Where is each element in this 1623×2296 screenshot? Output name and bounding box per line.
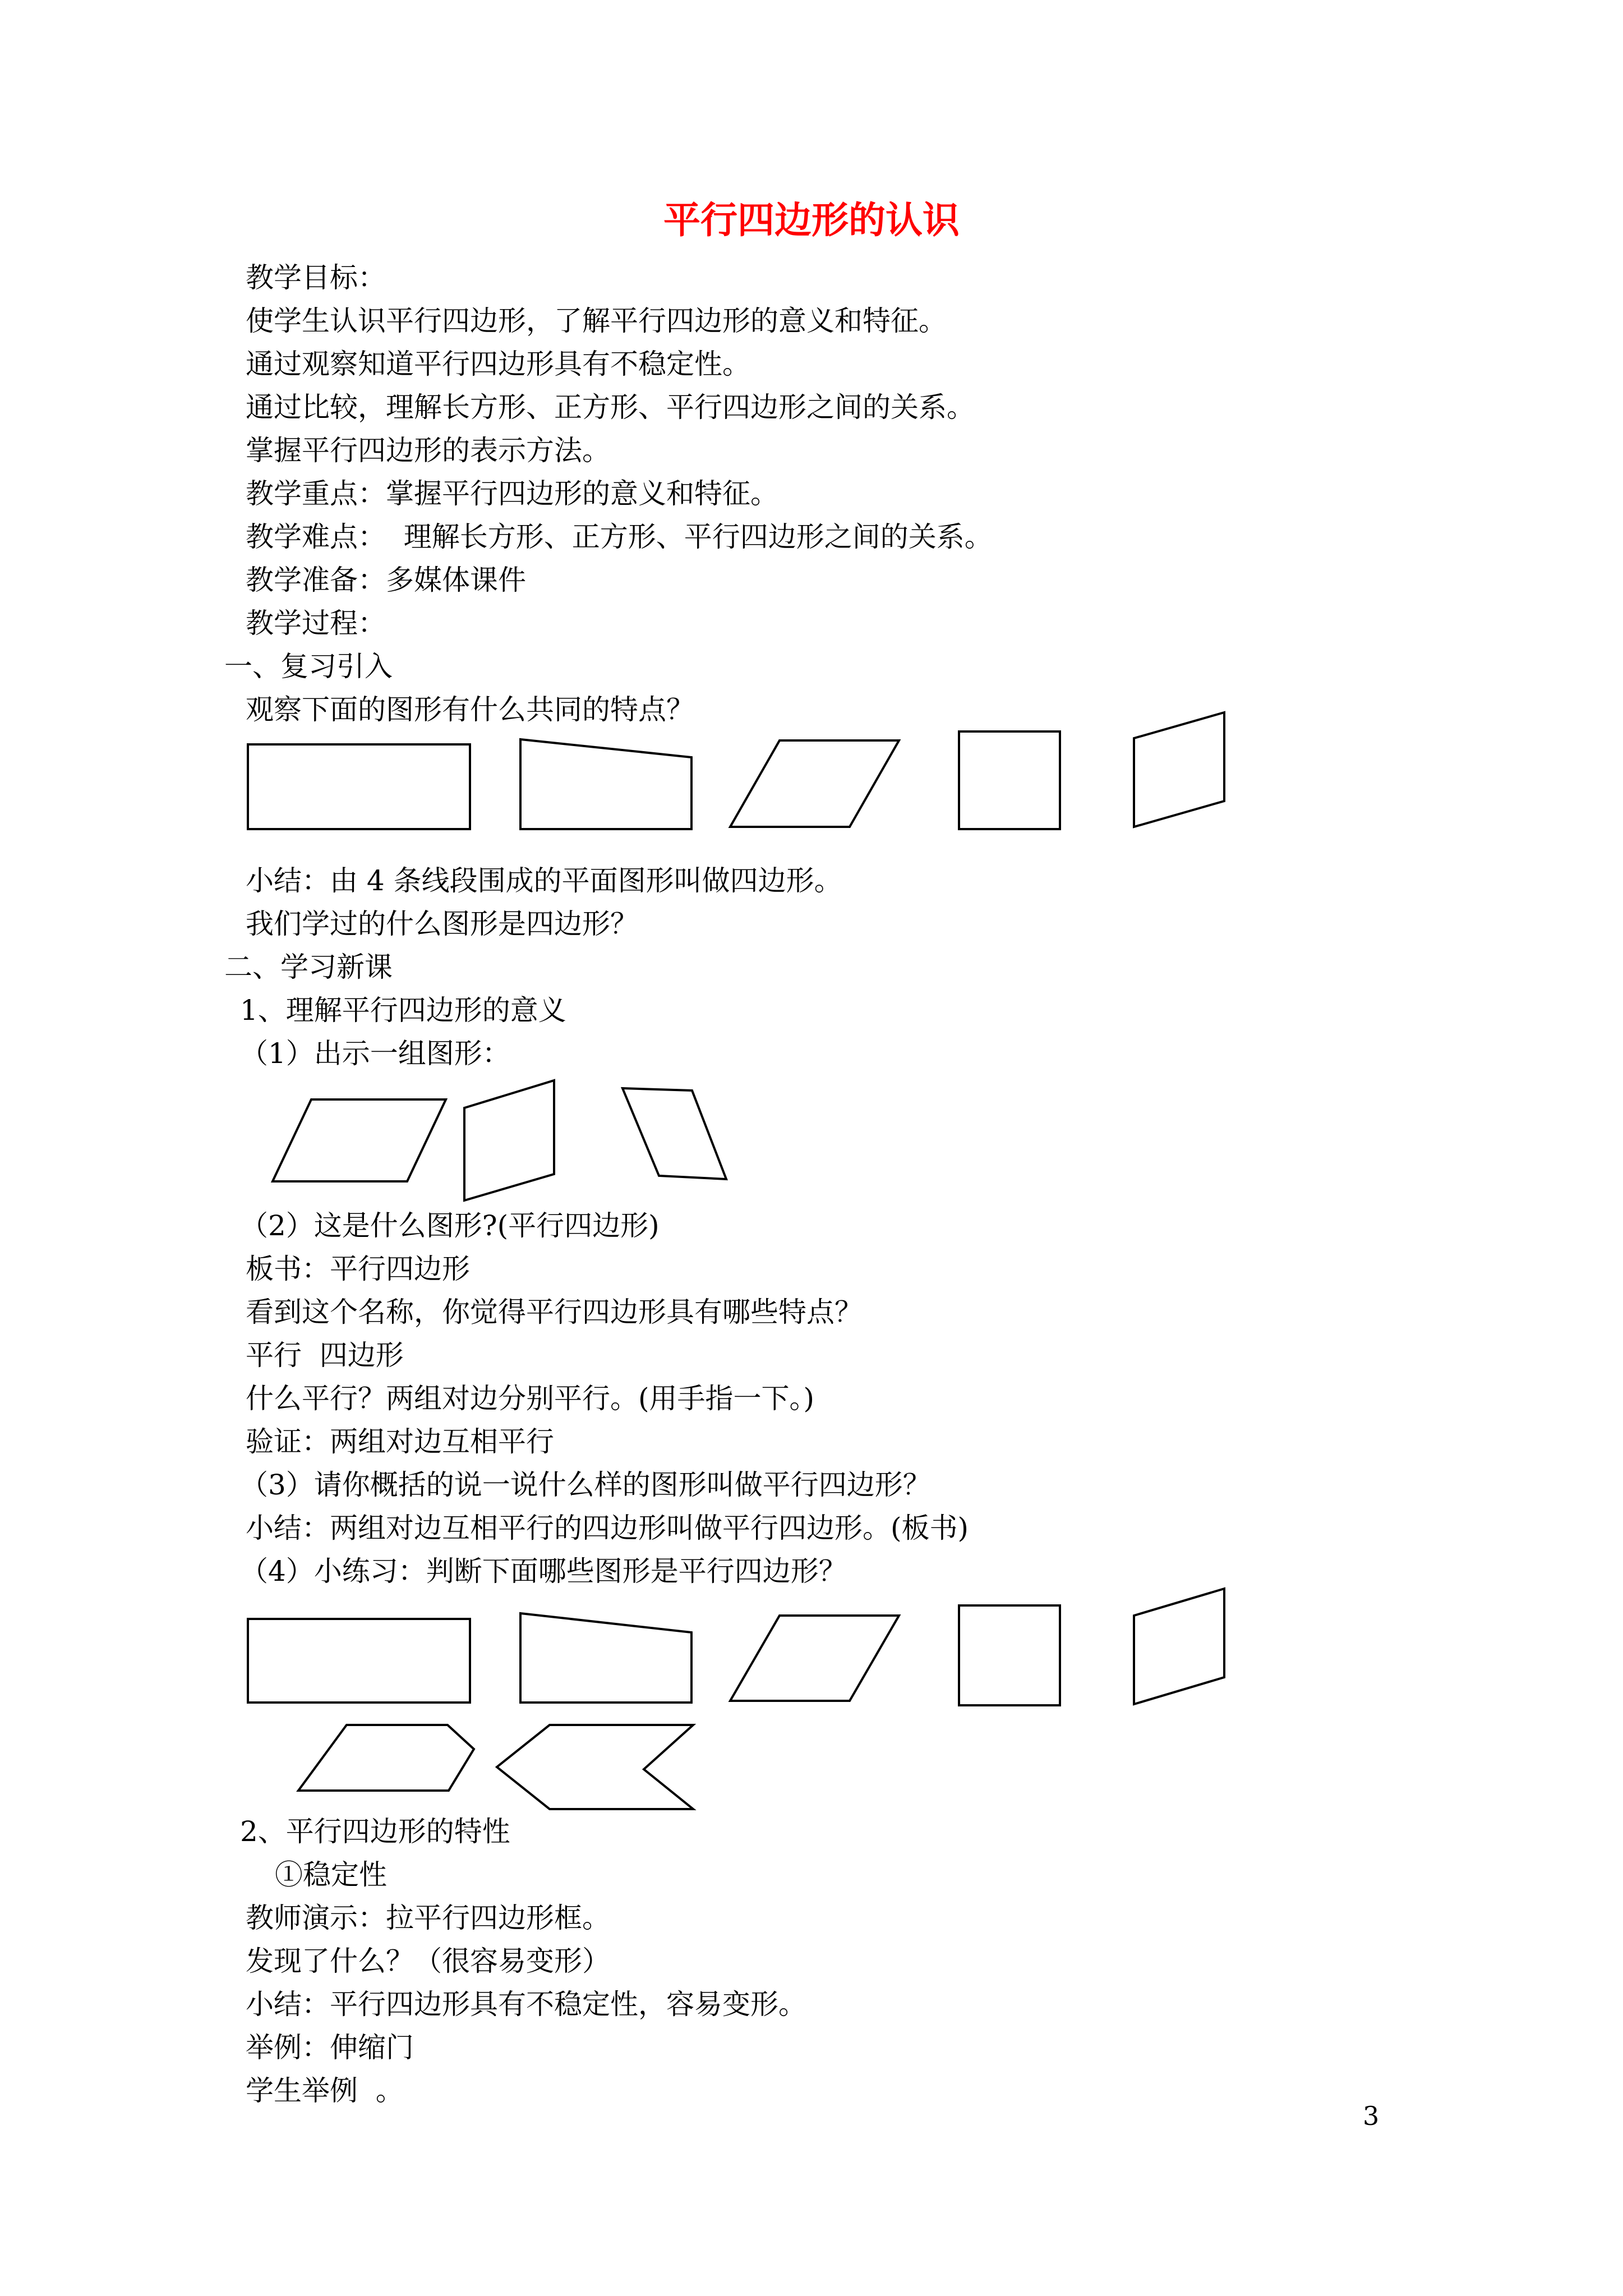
line-key-point: 教学重点：掌握平行四边形的意义和特征。: [246, 477, 778, 510]
figure-parallelogram-1: [273, 1099, 446, 1181]
figure-parallelogram: [730, 740, 899, 827]
line-stability: ①稳定性: [275, 1858, 387, 1891]
practice-parallelogram: [730, 1616, 899, 1701]
line-process-heading: 教学过程：: [246, 607, 386, 639]
line-question-2: 看到这个名称，你觉得平行四边形具有哪些特点？: [246, 1296, 863, 1328]
figure-parallelogram-3: [623, 1088, 726, 1179]
line-step-3: （3）请你概括的说一说什么样的图形叫做平行四边形？: [240, 1469, 931, 1501]
practice-hexagon: [298, 1725, 474, 1791]
section-heading-2: 二、学习新课: [224, 951, 393, 983]
figure-trapezoid: [520, 739, 691, 829]
line-observe: 观察下面的图形有什么共同的特点？: [246, 693, 694, 726]
line-objective-1: 使学生认识平行四边形，了解平行四边形的意义和特征。: [246, 305, 947, 337]
figure-rectangle: [248, 744, 470, 829]
practice-rectangle: [248, 1619, 470, 1703]
line-step-1: （1）出示一组图形：: [240, 1037, 510, 1070]
figure-square: [959, 731, 1060, 829]
practice-arrow-shape: [497, 1725, 693, 1809]
practice-square: [959, 1605, 1060, 1705]
line-summary-3: 小结：平行四边形具有不稳定性，容易变形。: [246, 1988, 806, 2021]
practice-trapezoid: [520, 1613, 691, 1703]
section-heading-1: 一、复习引入: [224, 650, 393, 683]
line-verify: 验证：两组对边互相平行: [246, 1425, 554, 1458]
line-summary-2: 小结：两组对边互相平行的四边形叫做平行四边形。(板书): [246, 1512, 969, 1544]
line-objective-3: 通过比较，理解长方形、正方形、平行四边形之间的关系。: [246, 391, 975, 424]
line-objective-4: 掌握平行四边形的表示方法。: [246, 434, 610, 467]
line-step-4: （4）小练习：判断下面哪些图形是平行四边形？: [240, 1555, 847, 1588]
line-what-parallel: 什么平行？两组对边分别平行。(用手指一下。): [246, 1382, 815, 1415]
subsection-heading-1: 1、理解平行四边形的意义: [240, 994, 566, 1027]
figure-slanted-parallelogram: [1134, 712, 1224, 827]
figure-parallelogram-2: [464, 1080, 554, 1200]
line-example: 举例：伸缩门: [246, 2031, 414, 2064]
line-demo: 教师演示：拉平行四边形框。: [246, 1902, 610, 1934]
line-board-1: 板书：平行四边形: [246, 1253, 470, 1285]
subsection-heading-2: 2、平行四边形的特性: [240, 1815, 510, 1848]
line-parallel-quad: 平行 四边形: [246, 1339, 404, 1372]
line-difficulty: 教学难点： 理解长方形、正方形、平行四边形之间的关系。: [246, 521, 993, 553]
document-title: 平行四边形的认识: [663, 198, 960, 242]
line-preparation: 教学准备：多媒体课件: [246, 564, 526, 596]
line-students-examples: 学生举例 。: [246, 2074, 404, 2107]
line-objectives-heading: 教学目标：: [246, 261, 386, 294]
page-number: 3: [1363, 2101, 1380, 2131]
line-question-1: 我们学过的什么图形是四边形？: [246, 908, 638, 940]
line-objective-2: 通过观察知道平行四边形具有不稳定性。: [246, 348, 750, 380]
line-summary-1: 小结：由 4 条线段围成的平面图形叫做四边形。: [246, 864, 842, 897]
line-discovery: 发现了什么？（很容易变形）: [246, 1945, 610, 1977]
practice-slanted-parallelogram: [1134, 1589, 1224, 1704]
line-step-2: （2）这是什么图形?(平行四边形): [240, 1209, 660, 1242]
